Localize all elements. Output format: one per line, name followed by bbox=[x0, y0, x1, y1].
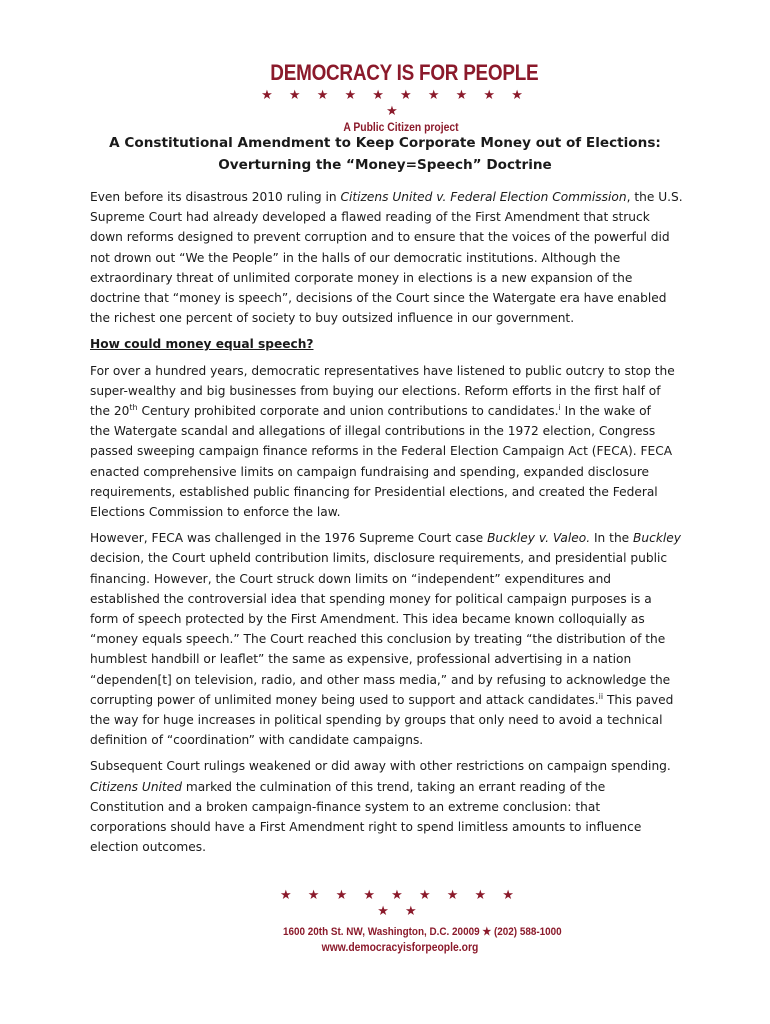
text-run: , the U.S. bbox=[626, 190, 683, 204]
star-row-icon: ★ ★ ★ ★ ★ ★ ★ ★ ★ ★ ★ bbox=[261, 88, 529, 119]
case-name: Citizens United bbox=[90, 779, 182, 794]
text-line: requirements, established public financing for Presidential elections, and created the Federal bbox=[90, 484, 658, 499]
text-line: passed sweeping campaign finance reforms in the Federal Election Campaign Act (FECA). FECA bbox=[90, 444, 673, 459]
text-run: In the bbox=[590, 531, 634, 546]
text-line: enacted comprehensive limits on campaign fundraising and spending, expanded disclosure bbox=[90, 464, 650, 479]
text-line: financing. However, the Court struck down limits on “independent” expenditures and bbox=[90, 571, 612, 586]
text-line: super-wealthy and big businesses from buying our elections. Reform efforts in the first half of bbox=[90, 383, 661, 398]
text-line: decision, the Court upheld contribution limits, disclosure requirements, and presidential public bbox=[90, 551, 668, 566]
paragraph-3 bbox=[90, 528, 690, 750]
text-line: the Watergate scandal and allegations of illegal contributions in the 1972 election, Congress bbox=[90, 424, 656, 439]
text-line: doctrine that “money is speech”, decisions of the Court since the Watergate era have enabled bbox=[90, 291, 667, 306]
text-line: Elections Commission to enforce the law. bbox=[90, 505, 341, 520]
text-run: This paved bbox=[603, 692, 674, 707]
text-line bbox=[90, 690, 690, 710]
section-heading: How could money equal speech? bbox=[90, 337, 314, 352]
text-run: marked the culmination of this trend, taking an errant reading of the bbox=[181, 779, 606, 794]
document-title bbox=[60, 132, 710, 176]
text-line: extraordinary threat of unlimited corporate money in elections is a new expansion of the bbox=[90, 270, 633, 285]
paragraph-2 bbox=[90, 361, 690, 523]
title-line-1: A Constitutional Amendment to Keep Corporate Money out of Elections: bbox=[109, 135, 661, 151]
text-run: the 20 bbox=[90, 404, 130, 419]
brand-logo bbox=[250, 60, 540, 135]
text-line: not drown out “We the People” in the halls of our democratic institutions. Although the bbox=[90, 250, 621, 265]
case-name: Citizens United v. Federal Election Commission bbox=[340, 190, 627, 204]
text-run: In the wake of bbox=[560, 404, 651, 419]
text-line: definition of “coordination” with candidate campaigns. bbox=[90, 733, 424, 748]
text-run: Century prohibited corporate and union contributions to candidates. bbox=[137, 404, 559, 419]
text-line: humblest handbill or leaflet” the same as expensive, professional advertising in a nation bbox=[90, 652, 632, 667]
text-line: the richest one percent of society to buy outsized influence in our government. bbox=[90, 311, 575, 326]
superscript: th bbox=[129, 402, 138, 412]
text-line: Constitution and a broken campaign-finance system to an extreme conclusion: that bbox=[90, 799, 601, 814]
text-line: down reforms designed to prevent corruption and to ensure that the voices of the powerful did bbox=[90, 230, 670, 245]
text-line bbox=[90, 528, 690, 548]
text-line: For over a hundred years, democratic representatives have listened to public outcry to stop the bbox=[90, 363, 675, 378]
text-run: corrupting power of unlimited money being used to support and attack candidates. bbox=[90, 692, 599, 707]
footer-website-link[interactable]: www.democracyisforpeople.org bbox=[321, 942, 479, 954]
brand-subtitle: A Public Citizen project bbox=[343, 122, 459, 134]
case-name: Buckley bbox=[633, 531, 681, 546]
text-line: “dependen[t] on television, radio, and other mass media,” and by refusing to acknowledge the bbox=[90, 672, 671, 687]
text-line: form of speech protected by the First Amendment. This idea became known colloquially as bbox=[90, 612, 645, 627]
footnote-marker[interactable]: i bbox=[558, 402, 561, 412]
footnote-marker[interactable]: ii bbox=[598, 691, 604, 701]
text-run: However, FECA was challenged in the 1976 Supreme Court case bbox=[90, 531, 488, 546]
text-line: corporations should have a First Amendment right to spend limitless amounts to influence bbox=[90, 820, 642, 835]
document-body bbox=[90, 187, 690, 864]
text-line: “money equals speech.” The Court reached this conclusion by treating “the distribution of the bbox=[90, 632, 666, 647]
brand-title: DEMOCRACY IS FOR PEOPLE bbox=[270, 60, 539, 85]
text-run: Even before its disastrous 2010 ruling in bbox=[90, 190, 341, 204]
text-line bbox=[90, 777, 690, 797]
footer-address: 1600 20th St. NW, Washington, D.C. 20009 ★ (202) 588-1000 bbox=[283, 926, 562, 938]
paragraph-4 bbox=[90, 756, 690, 857]
text-line bbox=[90, 401, 690, 421]
paragraph-1 bbox=[90, 187, 690, 328]
text-line: established the controversial idea that spending money for political campaign purposes is a bbox=[90, 591, 652, 606]
text-line bbox=[90, 187, 690, 207]
text-line: the way for huge increases in political spending by groups that only need to avoid a technical bbox=[90, 713, 663, 728]
star-row-icon: ★ ★ ★ ★ ★ ★ ★ ★ ★ ★ ★ bbox=[280, 888, 520, 919]
text-line: Supreme Court had already developed a flawed reading of the First Amendment that struck bbox=[90, 210, 650, 225]
title-line-2: Overturning the “Money=Speech” Doctrine bbox=[218, 157, 552, 173]
page-footer bbox=[270, 888, 562, 956]
case-name: Buckley v. Valeo. bbox=[487, 531, 591, 546]
text-line: election outcomes. bbox=[90, 840, 207, 855]
text-line: Subsequent Court rulings weakened or did away with other restrictions on campaign spending. bbox=[90, 759, 671, 774]
